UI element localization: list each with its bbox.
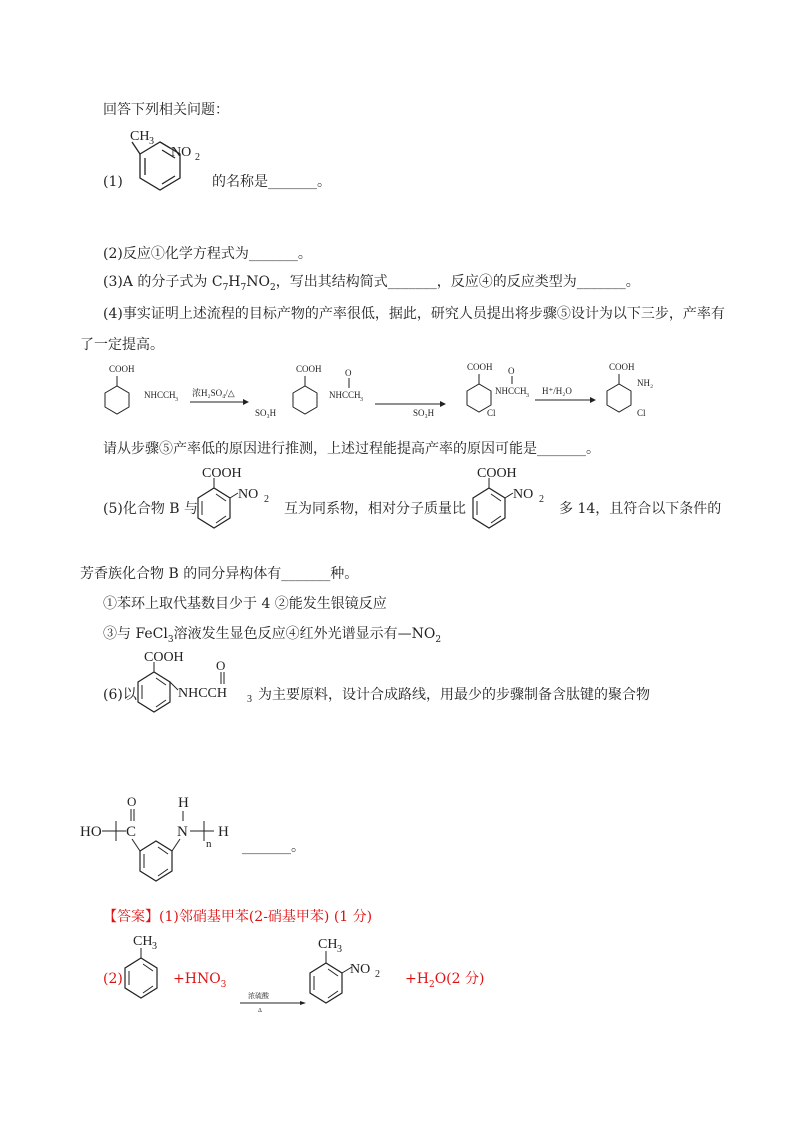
svg-text:浓硫酸: 浓硫酸 <box>248 992 269 1000</box>
svg-text:SO₃H: SO₃H <box>413 408 435 418</box>
hno3-text: $+HNO_3$ <box>173 971 227 990</box>
svg-text:O: O <box>127 794 137 809</box>
q6-acetamidobenzoic-acid <box>130 650 270 730</box>
svg-text:NHCCH: NHCCH <box>329 390 361 400</box>
o-nitrotoluene-structure <box>110 128 220 208</box>
q5-end: 多 14，且符合以下条件的 <box>559 501 722 517</box>
svg-text:Cl: Cl <box>487 408 496 418</box>
svg-text:Δ: Δ <box>258 1008 262 1014</box>
svg-text:NHCCH: NHCCH <box>178 686 228 701</box>
q4-line1: (4)事实证明上述流程的目标产物的产率很低，据此，研究人员提出将步骤⑤设计为以下三步，产率有 <box>103 306 725 322</box>
svg-text:H⁺/H₂O: H⁺/H₂O <box>542 386 572 396</box>
svg-text:H: H <box>218 824 229 840</box>
svg-text:COOH: COOH <box>202 466 242 481</box>
svg-text:O: O <box>345 368 352 378</box>
svg-text:NO: NO <box>350 962 371 977</box>
q5-prefix: (5)化合物 B 与 <box>103 501 199 517</box>
svg-text:C: C <box>126 824 137 840</box>
svg-text:COOH: COOH <box>609 362 635 372</box>
svg-text:2: 2 <box>195 152 200 163</box>
svg-text:n: n <box>206 838 212 850</box>
svg-text:3: 3 <box>526 393 529 399</box>
svg-text:COOH: COOH <box>144 650 184 665</box>
svg-text:CH: CH <box>318 937 338 952</box>
q5-cond1: ①苯环上取代基数目少于 4 ②能发生银镜反应 <box>103 596 387 612</box>
svg-text:COOH: COOH <box>477 466 517 481</box>
nitrotoluene-product <box>300 935 410 1015</box>
svg-text:3: 3 <box>337 944 342 955</box>
answer-2-label: (2) <box>103 971 123 987</box>
answer-line1: 【答案】(1)邻硝基甲苯(2-硝基甲苯) (1 分) <box>103 909 373 925</box>
svg-text:NHCCH: NHCCH <box>495 386 527 396</box>
q5-cond2: ③与 FeCl$_3$溶液发生显色反应④红外光谱显示有$—NO_2$ <box>103 626 442 645</box>
svg-text:O: O <box>216 658 226 673</box>
q4-line2: 了一定提高。 <box>80 337 164 353</box>
svg-text:NO: NO <box>171 145 192 160</box>
q5-mid: 互为同系物，相对分子质量比 <box>284 501 466 517</box>
q6-text: 为主要原料，设计合成路线，用最少的步骤制备含肽键的聚合物 <box>258 687 650 703</box>
svg-text:NO: NO <box>513 487 534 502</box>
svg-text:2: 2 <box>539 494 544 505</box>
q2-text: (2)反应①化学方程式为_______。 <box>103 246 312 262</box>
svg-text:HO: HO <box>80 824 102 840</box>
q1-text: 的名称是_______。 <box>212 174 331 190</box>
q6-prefix: (6)以 <box>103 687 137 703</box>
svg-text:O: O <box>508 366 515 376</box>
q4-reaction-scheme <box>95 360 695 430</box>
svg-text:2: 2 <box>375 969 380 980</box>
svg-text:3: 3 <box>175 397 178 403</box>
svg-text:Cl: Cl <box>637 408 646 418</box>
svg-text:NH₂: NH₂ <box>637 378 654 388</box>
intro-text: 回答下列相关问题： <box>103 102 229 118</box>
svg-text:NHCCH: NHCCH <box>144 390 176 400</box>
q5-nitrobenzoic-acid-1 <box>190 466 280 546</box>
svg-text:N: N <box>177 824 188 840</box>
svg-text:SO₃H: SO₃H <box>255 408 277 418</box>
svg-text:COOH: COOH <box>296 364 322 374</box>
answer-label: 【答案】 <box>103 909 159 925</box>
q3-text: (3)A 的分子式为 $C_7H_7NO_2$，写出其结构简式_______，反应④的反应类型为_______。 <box>103 274 640 293</box>
q5-nitrobenzoic-acid-2 <box>465 466 555 546</box>
svg-text:2: 2 <box>264 494 269 505</box>
h2o-text: $+H_2O(2$ 分) <box>405 971 485 990</box>
q5-line2: 芳香族化合物 B 的同分异构体有_______种。 <box>80 566 359 582</box>
svg-text:3: 3 <box>247 694 252 705</box>
svg-text:H: H <box>178 795 189 811</box>
svg-text:3: 3 <box>360 397 363 403</box>
q1-label: (1) <box>103 174 123 190</box>
svg-text:COOH: COOH <box>109 364 135 374</box>
svg-text:3: 3 <box>149 136 154 147</box>
svg-text:CH: CH <box>133 934 153 949</box>
svg-text:CH: CH <box>130 129 150 144</box>
svg-text:3: 3 <box>152 941 157 952</box>
svg-text:浓H₂SO₄/△: 浓H₂SO₄/△ <box>192 388 235 398</box>
q4-line3: 请从步骤⑤产率低的原因进行推测，上述过程能提高产率的原因可能是_______。 <box>103 441 600 457</box>
q6-tail: _______。 <box>242 839 305 855</box>
svg-text:NO: NO <box>238 487 259 502</box>
svg-text:COOH: COOH <box>467 362 493 372</box>
toluene-structure <box>115 930 175 1010</box>
